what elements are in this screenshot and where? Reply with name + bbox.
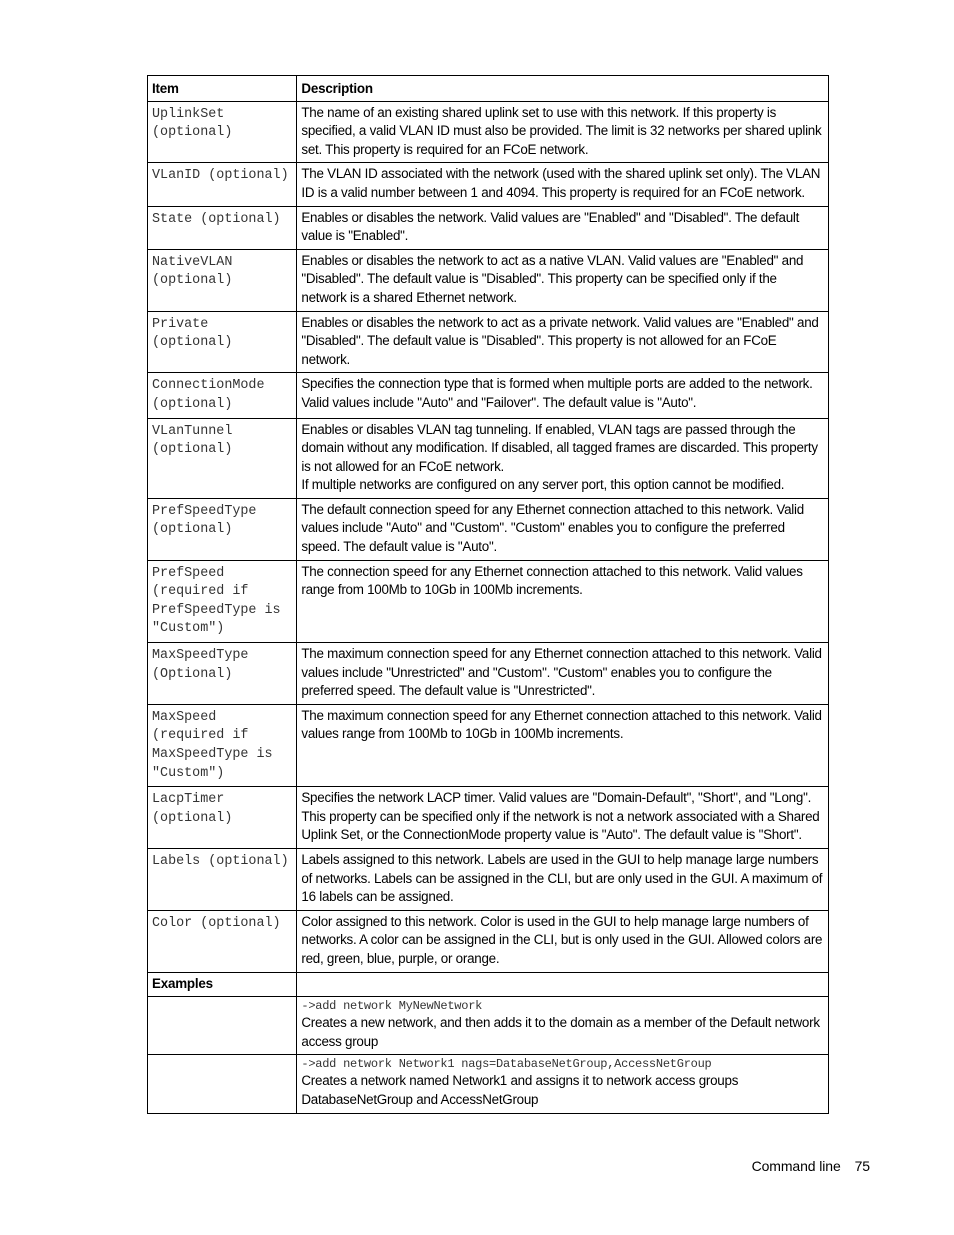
- param-name: [148, 418, 297, 498]
- param-name: [148, 498, 297, 560]
- example-description: [297, 997, 829, 1055]
- param-description: [297, 498, 829, 560]
- description-paragraph: The VLAN ID associated with the network (used with the shared uplink set only). The VLAN ID is a valid number between 1 and 4094. This property is required for an FCoE network.: [301, 166, 821, 200]
- table-row: [148, 643, 829, 705]
- param-name-line: (Optional): [152, 666, 233, 682]
- param-description: [297, 704, 829, 786]
- param-name-line: (optional): [152, 442, 233, 458]
- table-row: [148, 848, 829, 910]
- description-paragraph: The connection speed for any Ethernet connection attached to this network. Valid values range from 100Mb to 10Gb in 100Mb increments.: [301, 563, 803, 598]
- description-paragraph: Labels assigned to this network. Labels are used in the GUI to help manage large numbers of networks. Labels can be assigned in the CLI, but are only used in the GUI. A maximum of 16 labels can be assigned.: [301, 851, 823, 905]
- table-row: [148, 311, 829, 373]
- param-name-line: PrefSpeed: [152, 565, 225, 581]
- table-row: [148, 249, 829, 311]
- example-description: [297, 1055, 829, 1113]
- param-name: [148, 249, 297, 311]
- description-paragraph: If multiple networks are configured on any server port, this option cannot be modified.: [301, 477, 785, 493]
- examples-label: Examples: [148, 972, 297, 997]
- param-name: [148, 373, 297, 418]
- param-name-line: "Custom"): [152, 765, 225, 781]
- param-name: [148, 101, 297, 163]
- param-name: [148, 787, 297, 849]
- examples-header-row: [148, 972, 829, 997]
- param-description: [297, 787, 829, 849]
- param-name-line: MaxSpeed: [152, 709, 217, 725]
- param-description: [297, 101, 829, 163]
- table-row: [148, 704, 829, 786]
- parameter-rows: [148, 101, 829, 972]
- param-description: [297, 560, 829, 642]
- param-description: [297, 163, 829, 206]
- description-paragraph: The maximum connection speed for any Ethernet connection attached to this network. Valid values include "Unrestricted" and "Custom". "Custom" enables you to configure the preferred speed. The default value is "Unrestricted".: [301, 646, 822, 699]
- param-name-line: Color (optional): [152, 915, 281, 931]
- description-paragraph: The default connection speed for any Ethernet connection attached to this network. Valid values include "Auto" and "Custom". "Custom" enables you to configure the preferred speed. The default value is "Auto".: [301, 501, 804, 555]
- param-name-line: PrefSpeedType: [152, 503, 257, 519]
- param-name-line: "Custom"): [152, 621, 225, 637]
- table-row: [148, 101, 829, 163]
- table-row: [148, 910, 829, 972]
- param-description: [297, 373, 829, 418]
- table-row: [148, 206, 829, 249]
- description-paragraph: The maximum connection speed for any Ethernet connection attached to this network. Valid values range from 100Mb to 10Gb in 100Mb increments.: [301, 707, 822, 742]
- description-paragraph: Color assigned to this network. Color is used in the GUI to help manage large numbers of networks. A color can be assigned in the CLI, but is only used in the GUI. Allowed colors are red, green, blue, purple, or orange.: [301, 913, 823, 966]
- param-name-line: (optional): [152, 125, 233, 141]
- param-description: [297, 418, 829, 498]
- param-name: [148, 311, 297, 373]
- examples-section: [148, 972, 829, 1113]
- param-description: [297, 910, 829, 972]
- table-row: [148, 373, 829, 418]
- param-name-line: (optional): [152, 810, 233, 826]
- param-name-line: (optional): [152, 396, 233, 412]
- description-paragraph: Enables or disables the network. Valid values are "Enabled" and "Disabled". The default value is "Enabled".: [301, 209, 800, 244]
- param-description: [297, 206, 829, 249]
- example-command: ->add network Network1 nags=DatabaseNetGroup,AccessNetGroup: [301, 1057, 712, 1072]
- param-name: [148, 910, 297, 972]
- param-name-line: LacpTimer: [152, 792, 225, 808]
- param-name-line: ConnectionMode: [152, 378, 265, 394]
- description-paragraph: Enables or disables the network to act as a native VLAN. Valid values are "Enabled" and "Disabled". The default value is "Disabled". This property can be specified only if the network is a shared Ethernet network.: [301, 252, 804, 305]
- param-description: [297, 249, 829, 311]
- example-row: [148, 997, 829, 1055]
- header-description: Description: [297, 76, 829, 102]
- page-number: 75: [854, 1158, 870, 1174]
- param-name-line: (optional): [152, 335, 233, 351]
- example-command: ->add network MyNewNetwork: [301, 999, 483, 1014]
- description-paragraph: The name of an existing shared uplink set to use with this network. If this property is specified, a valid VLAN ID must also be provided. The limit is 32 networks per shared uplink set. This property is required for an FCoE network.: [301, 104, 822, 157]
- description-paragraph: Enables or disables VLAN tag tunneling. If enabled, VLAN tags are passed through the domain without any modification. If disabled, all tagged frames are discarded. This property is not allowed for an FCoE network.: [301, 421, 818, 474]
- param-name: [148, 643, 297, 705]
- example-text: Creates a new network, and then adds it to the domain as a member of the Default network access group: [301, 1015, 820, 1049]
- param-name-line: (required if: [152, 584, 249, 600]
- examples-header-empty: [297, 972, 829, 997]
- param-description: [297, 311, 829, 373]
- parameter-table: [147, 75, 829, 1114]
- param-name-line: UplinkSet: [152, 106, 225, 122]
- param-name-line: MaxSpeedType is: [152, 747, 273, 762]
- footer-section-title: Command line: [751, 1158, 841, 1174]
- param-name-line: (optional): [152, 522, 233, 538]
- table-header-row: [148, 76, 829, 102]
- param-name-line: NativeVLAN: [152, 254, 233, 270]
- param-name: [148, 560, 297, 642]
- param-name: [148, 704, 297, 786]
- param-name-line: Labels (optional): [152, 853, 289, 869]
- param-description: [297, 848, 829, 910]
- table-row: [148, 418, 829, 498]
- param-name-line: PrefSpeedType is: [152, 602, 281, 618]
- param-name-line: VLanTunnel: [152, 423, 233, 439]
- page-footer: [752, 1158, 870, 1174]
- table-row: [148, 163, 829, 206]
- example-text: Creates a network named Network1 and assigns it to network access groups DatabaseNetGroup and AccessNetGroup: [301, 1073, 739, 1107]
- param-name-line: MaxSpeedType: [152, 648, 249, 664]
- example-item-empty: [148, 1055, 297, 1113]
- table-row: [148, 560, 829, 642]
- description-paragraph: Specifies the connection type that is formed when multiple ports are added to the network. Valid values include "Auto" and "Failover". The default value is "Auto".: [301, 376, 813, 410]
- param-name-line: (optional): [152, 273, 233, 289]
- example-item-empty: [148, 997, 297, 1055]
- param-name: [148, 163, 297, 206]
- example-row: [148, 1055, 829, 1113]
- description-paragraph: Enables or disables the network to act as a private network. Valid values are "Enabled" and "Disabled". The default value is "Disabled". This property is not allowed for an FCoE network.: [301, 314, 819, 367]
- param-name-line: (required if: [152, 728, 249, 744]
- description-paragraph: Specifies the network LACP timer. Valid values are "Domain-Default", "Short", and "Long". This property can be specified only if the network is not a network associated with a Shared Uplink Set, or the ConnectionMode property value is "Auto". The default value is "Short".: [301, 790, 820, 843]
- table-row: [148, 498, 829, 560]
- param-name-line: State (optional): [152, 211, 281, 227]
- param-name-line: VLanID (optional): [152, 168, 289, 184]
- table-row: [148, 787, 829, 849]
- param-name: [148, 206, 297, 249]
- param-description: [297, 643, 829, 705]
- header-item: Item: [148, 76, 297, 102]
- param-name: [148, 848, 297, 910]
- param-name-line: Private: [152, 316, 209, 332]
